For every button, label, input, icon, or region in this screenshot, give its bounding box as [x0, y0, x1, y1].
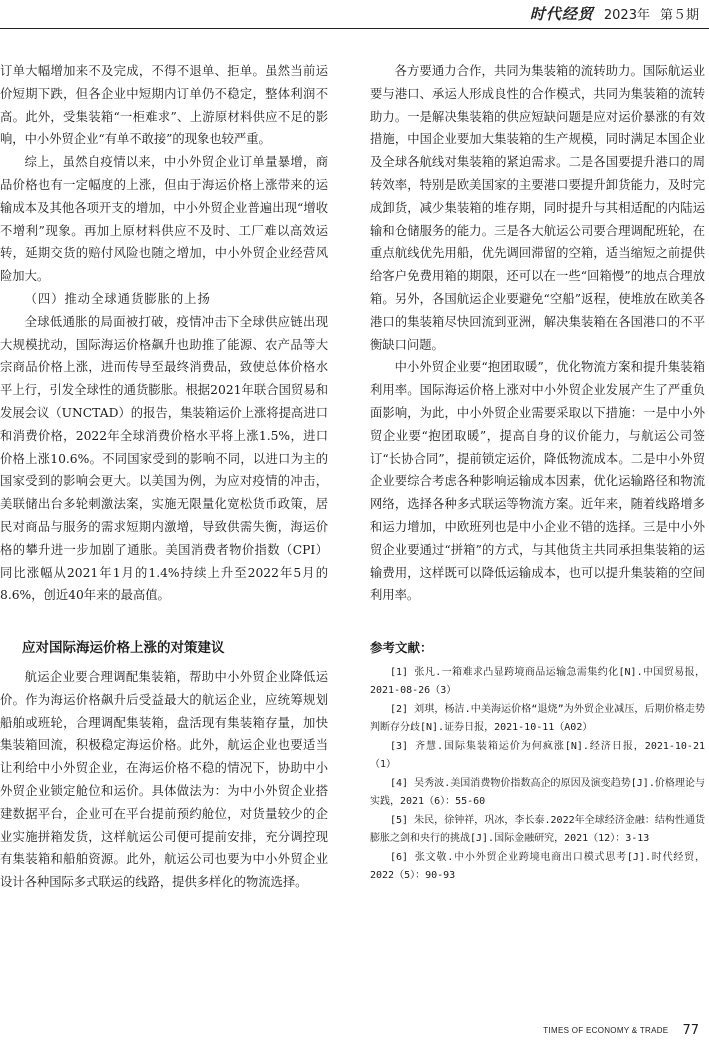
page-number: 77 [682, 1023, 699, 1038]
reference-item: [4] 吴秀波.美国消费物价指数高企的原因及演变趋势[J].价格理论与实践，2021（6）：55-60 [370, 777, 705, 808]
issue-year: 2023年 [603, 7, 650, 23]
journal-english-title: TIMES OF ECONOMY & TRADE [543, 1026, 669, 1035]
page-header [530, 0, 699, 26]
left-paragraph-1: 订单大幅增加来不及完成，不得不退单、拒单。虽然当前运价短期下跌，但各企业中短期内订单仍不稳定，整体利润不高。此外，受集装箱“一柜难求”、上游原材料供应不足的影响，中小外贸企业“有单不敢接”的现象也较严重。 [0, 64, 328, 147]
reference-item: [1] 张凡.一箱难求凸显跨境商品运输急需集约化[N].中国贸易报，2021-08-26（3） [370, 666, 705, 697]
right-paragraph-1: 各方要通力合作，共同为集装箱的流转助力。国际航运业要与港口、承运人形成良性的合作模式，共同为集装箱的流转助力。一是解决集装箱的供应短缺问题是应对运价暴涨的有效措施，中国企业要加大集装箱的生产规模，同时满足本国企业及全球各航线对集装箱的紧迫需求。二是各国要提升港口的周转效率，特别是欧美国家的主要港口要提升卸货能力，及时完成卸货，减少集装箱的堆存期，同时提升与其相适配的内陆运输和仓储服务的能力。三是各大航运公司要合理调配班轮，在重点航线优先用船，优先调回滞留的空箱，适当缩短之前提供给客户免费用箱的期限，还可以在一些“回箱慢”的地点合理放箱。另外，各国航运企业要避免“空船”返程，使堆放在欧美各港口的集装箱尽快回流到亚洲，解决集装箱在各国港口的不平衡缺口问题。 [370, 64, 705, 352]
issue-number: 第５期 [659, 7, 699, 23]
section-title: 应对国际海运价格上涨的对策建议 [22, 640, 225, 657]
journal-title: 时代经贸 [529, 4, 594, 23]
right-paragraph-2: 中小外贸企业要“抱团取暖”，优化物流方案和提升集装箱利用率。国际海运价格上涨对中小外贸企业发展产生了严重负面影响，为此，中小外贸企业需要采取以下措施：一是中小外贸企业要“抱团取暖”，提高自身的议价能力，与航运公司签订“长协合同”，提前锁定运价，降低物流成本。二是中小外贸企业要综合考虑各种影响运输成本因素，优化运输路径和物流网络，选择各种多式联运等物流方案。近年来，随着线路增多和运力增加，中欧班列也是中小企业不错的选择。三是中小外贸企业要通过“拼箱”的方式，与其他货主共同承担集装箱的运输费用，这样既可以降低运输成本，也可以提升集装箱的空间利用率。 [370, 360, 705, 603]
reference-item: [3] 齐慧.国际集装箱运价为何疯涨[N].经济日报，2021-10-21（1） [370, 740, 705, 771]
left-paragraph-3: 全球低通胀的局面被打破，疫情冲击下全球供应链出现大规模扰动，国际海运价格飙升也助推了能源、农产品等大宗商品价格上涨，进而传导至最终消费品，致使总体价格水平上行，引发全球性的通货膨胀。根据2021年联合国贸易和发展会议（UNCTAD）的报告，集装箱运价上涨将提高进口和消费价格，2022年全球消费价格水平将上涨1.5%，进口价格上涨10.6%。不同国家受到的影响不同，以进口为主的国家受到的影响会更大。以美国为例，为应对疫情的冲击，美联储出台多轮刺激法案，实施无限量化宽松货币政策，居民对商品与服务的需求短期内激增，导致供需失衡，海运价格的攀升进一步加剧了通胀。美国消费者物价指数（CPI）同比涨幅从2021年1月的1.4%持续上升至2022年5月的8.6%，创近40年来的最高值。 [0, 314, 328, 603]
references [370, 637, 705, 886]
reference-item: [5] 朱民，徐钟祥，巩冰，李长泰.2022年全球经济金融：结构性通货膨胀之剑和央行的挑战[J].国际金融研究，2021（12）：3-13 [370, 814, 705, 845]
header-rule [0, 28, 709, 29]
reference-item: [2] 刘琪，杨洁.中美海运价格“退烧”为外贸企业减压，后期价格走势判断存分歧[N].证券日报，2021-10-11（A02） [370, 703, 705, 734]
left-paragraph-2: 综上，虽然自疫情以来，中小外贸企业订单量暴增，商品价格也有一定幅度的上涨，但由于海运价格上涨带来的运输成本及其他各项开支的增加，中小外贸企业普遍出现“增收不增利”现象。再加上原材料供应不及时、工厂难以高效运转，延期交货的赔付风险也随之增加，中小外贸企业经营风险加大。 [0, 155, 328, 284]
page-footer [543, 1023, 699, 1038]
references-title: 参考文献： [370, 640, 433, 656]
right-column [370, 60, 705, 886]
subsection-heading: （四）推动全球通货膨胀的上扬 [24, 291, 211, 306]
left-column [0, 60, 328, 894]
left-paragraph-4: 航运企业要合理调配集装箱，帮助中小外贸企业降低运价。作为海运价格飙升后受益最大的航运企业，应统筹规划船舶或班轮，合理调配集装箱，盘活现有集装箱存量，加快集装箱回流，积极稳定海运价格。此外，航运企业也要适当让利给中小外贸企业，在海运价格不稳的情况下，协助中小外贸企业锁定舱位和运价。具体做法为：为中小外贸企业搭建数据平台，企业可在平台提前预约舱位，对货量较少的企业实施拼箱发货，这样航运公司便可提前安排，充分调控现有集装箱和船舶资源。此外，航运公司也要为中小外贸企业设计各种国际多式联运的线路，提供多样化的物流选择。 [0, 669, 328, 890]
reference-item: [6] 张文敬.中小外贸企业跨境电商出口模式思考[J].时代经贸，2022（5）：90-93 [370, 851, 705, 882]
